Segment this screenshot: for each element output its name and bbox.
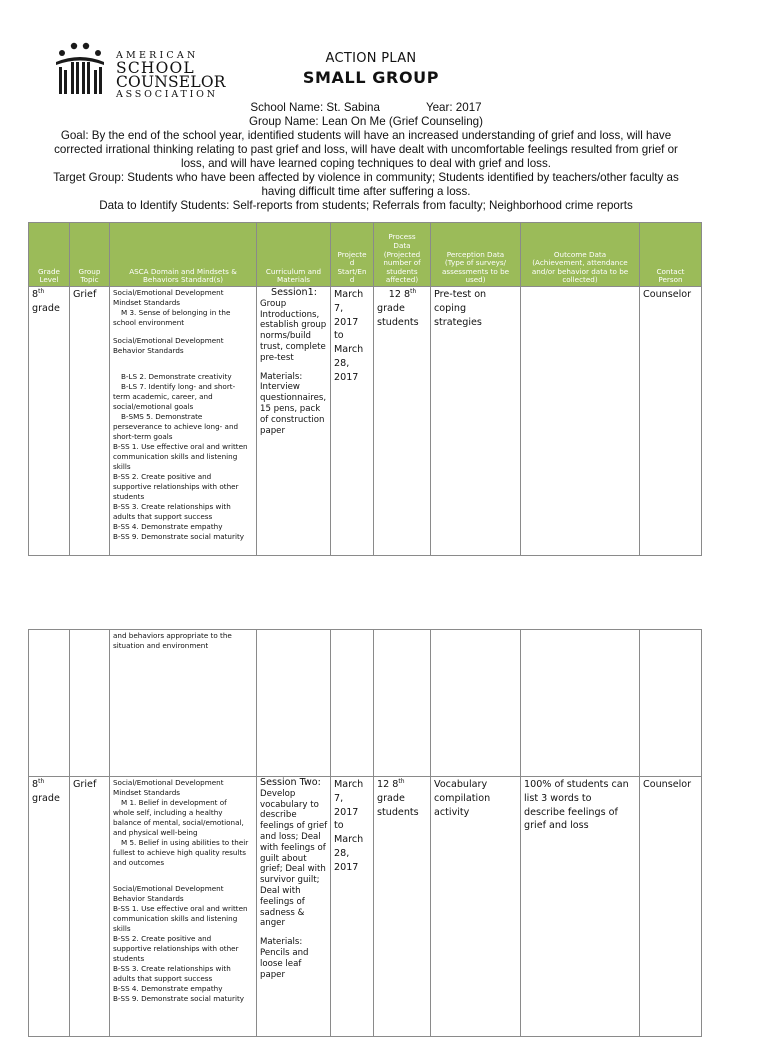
logo-line-counselor: COUNSELOR bbox=[116, 73, 226, 91]
target-line-2: having difficult time after suffering a loss. bbox=[261, 185, 471, 198]
plan-header bbox=[28, 101, 704, 213]
cell-contact: Counselor bbox=[640, 777, 702, 1037]
data-identify-line: Data to Identify Students: Self-reports from students; Referrals from faculty; Neighborhood crime reports bbox=[99, 199, 633, 212]
goal-line-2: corrected irrational thinking relating to past grief and loss, will have dealt with uncomfortable feelings resulted from grief or bbox=[54, 143, 678, 156]
cell-topic: Grief bbox=[70, 777, 110, 1037]
logo-line-school: SCHOOL bbox=[116, 59, 195, 77]
cell-process bbox=[374, 630, 431, 777]
action-plan-table-page2 bbox=[28, 629, 702, 1037]
school-year-line bbox=[28, 101, 704, 115]
col-header-process: Process Data (Projected number of students affected) bbox=[374, 223, 431, 287]
col-header-contact: Contact Person bbox=[640, 223, 702, 287]
cell-outcome bbox=[521, 630, 640, 777]
cell-grade: 8th grade bbox=[29, 777, 70, 1037]
cell-dates: March 7, 2017 to March 28, 2017 bbox=[331, 777, 374, 1037]
cell-curriculum bbox=[257, 630, 331, 777]
cell-perception bbox=[431, 630, 521, 777]
cell-process: 12 8th grade students bbox=[374, 287, 431, 556]
year: Year: 2017 bbox=[425, 101, 482, 114]
cell-curriculum: Session Two: Develop vocabulary to describe feelings of grief and loss; Deal with feelings of guilt about grief; Deal with survivor guilt; Deal with feelings of sadness & anger Materials: Pencils and loose leaf paper bbox=[257, 777, 331, 1037]
col-header-perception: Perception Data (Type of surveys/ assessments to be used) bbox=[431, 223, 521, 287]
cell-asca: Social/Emotional Development Mindset Standards M 3. Sense of belonging in the school environment Social/Emotional Development Behavior Standards B-LS 2. Demonstrate creativity B-LS 7. Identify long- and short- term academic, career, and social/emotional goals B-SMS 5. Demonstrate perseverance to achieve long- and short-term goals B-SS 1. Use effective oral and written communication skills and listening skills B-SS 2. Create positive and supportive relationships with other students B-SS 3. Create relationships with adults that support success B-SS 4. Demonstrate empathy B-SS 9. Demonstrate social maturity bbox=[110, 287, 257, 556]
cell-process: 12 8th grade students bbox=[374, 777, 431, 1037]
goal-line-1: Goal: By the end of the school year, identified students will have an increased understanding of grief and loss, will have bbox=[60, 129, 672, 142]
cell-curriculum: Session1: Group Introductions, establish group norms/build trust, complete pre-test Materials: Interview questionnaires, 15 pens, pack of construction paper bbox=[257, 287, 331, 556]
document-title: ACTION PLAN bbox=[325, 51, 417, 66]
cell-outcome bbox=[521, 287, 640, 556]
action-plan-table-page1 bbox=[28, 222, 702, 556]
group-name: Group Name: Lean On Me (Grief Counseling) bbox=[249, 115, 483, 128]
col-header-curriculum: Curriculum and Materials bbox=[257, 223, 331, 287]
goal-line-3: loss, and will have learned coping techniques to deal with grief and loss. bbox=[181, 157, 551, 170]
cell-outcome: 100% of students can list 3 words to describe feelings of grief and loss bbox=[521, 777, 640, 1037]
cell-perception: Vocabulary compilation activity bbox=[431, 777, 521, 1037]
col-header-topic: Group Topic bbox=[70, 223, 110, 287]
col-header-asca: ASCA Domain and Mindsets & Behaviors Standard(s) bbox=[110, 223, 257, 287]
cell-perception: Pre-test on coping strategies bbox=[431, 287, 521, 556]
logo-line-association: ASSOCIATION bbox=[116, 89, 218, 100]
cell-contact: Counselor bbox=[640, 287, 702, 556]
cell-asca: and behaviors appropriate to the situation and environment bbox=[110, 630, 257, 777]
table-row bbox=[29, 777, 702, 1037]
table-header-row bbox=[29, 223, 702, 287]
cell-contact bbox=[640, 630, 702, 777]
cell-dates: March 7, 2017 to March 28, 2017 bbox=[331, 287, 374, 556]
logo-line-american: AMERICAN bbox=[116, 50, 199, 61]
cell-dates bbox=[331, 630, 374, 777]
cell-topic: Grief bbox=[70, 287, 110, 556]
col-header-outcome: Outcome Data (Achievement, attendance and/or behavior data to be collected) bbox=[521, 223, 640, 287]
cell-asca: Social/Emotional Development Mindset Standards M 1. Belief in development of whole self, including a healthy balance of mental, social/emotional, and physical well-being M 5. Belief in using abilities to their fullest to achieve high quality results and outcomes Social/Emotional Development Behavior Standards B-SS 1. Use effective oral and written communication skills and listening skills B-SS 2. Create positive and supportive relationships with other students B-SS 3. Create relationships with adults that support success B-SS 4. Demonstrate empathy B-SS 9. Demonstrate social maturity bbox=[110, 777, 257, 1037]
table-row bbox=[29, 287, 702, 556]
col-header-grade: Grade Level bbox=[29, 223, 70, 287]
document-subtitle: SMALL GROUP bbox=[302, 68, 440, 87]
col-header-projected: Projecte d Start/En d bbox=[331, 223, 374, 287]
cell-topic bbox=[70, 630, 110, 777]
school-name: School Name: St. Sabina bbox=[250, 101, 380, 114]
table-row-continued bbox=[29, 630, 702, 777]
target-line-1: Target Group: Students who have been affected by violence in community; Students identified by teachers/other faculty as bbox=[53, 171, 679, 184]
cell-grade bbox=[29, 630, 70, 777]
cell-grade: 8th grade bbox=[29, 287, 70, 556]
